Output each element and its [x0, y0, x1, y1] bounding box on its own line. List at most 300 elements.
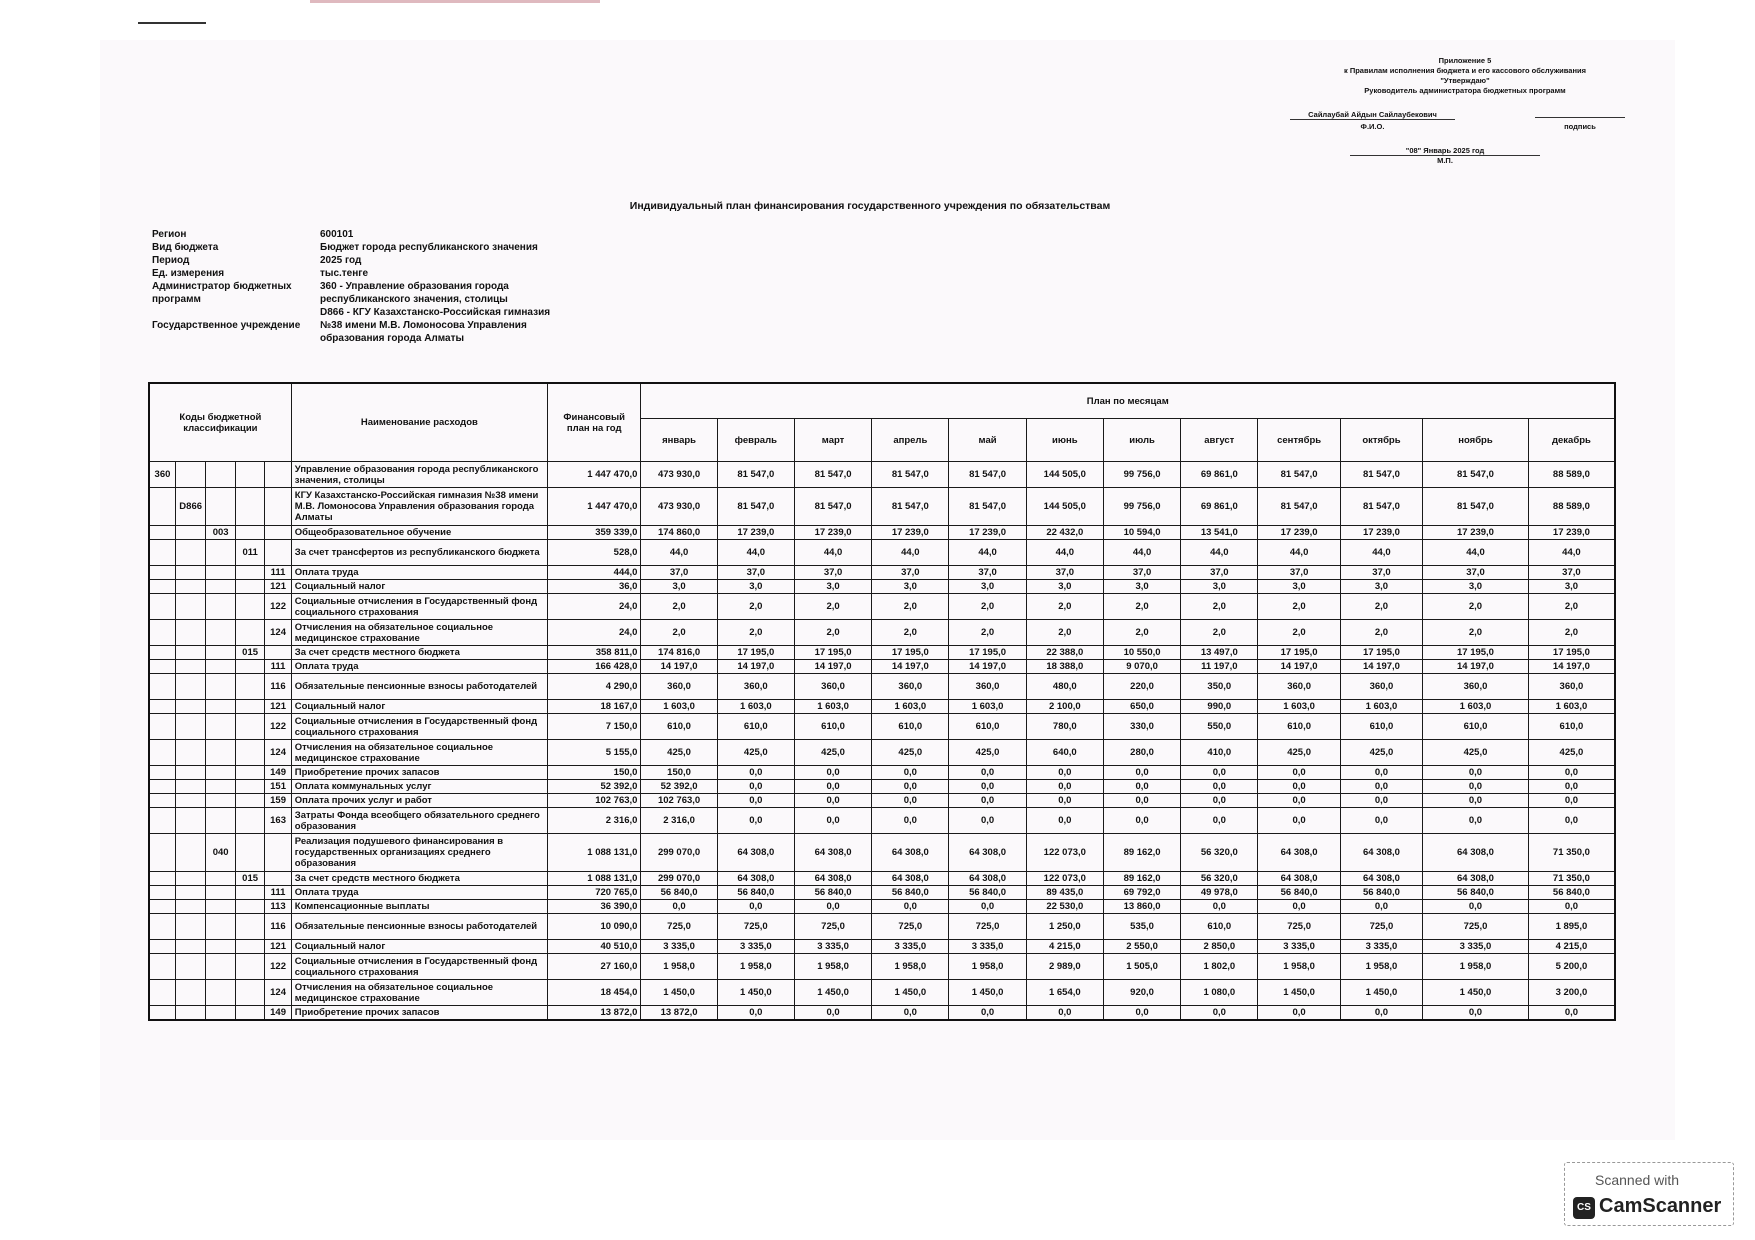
month-value-cell: 81 547,0	[1258, 488, 1340, 526]
table-row	[149, 1006, 1615, 1021]
budget-code-cell	[149, 674, 175, 700]
month-value-cell: 610,0	[872, 714, 949, 740]
annual-plan-cell: 27 160,0	[547, 954, 641, 980]
expense-name-cell: КГУ Казахстанско-Российская гимназия №38 имени М.В. Ломоносова Управления образования города Алматы	[291, 488, 547, 526]
budget-code-cell	[175, 660, 205, 674]
budget-code-cell	[175, 674, 205, 700]
month-value-cell: 37,0	[949, 566, 1026, 580]
month-value-cell: 1 603,0	[641, 700, 717, 714]
month-value-cell: 2,0	[794, 620, 871, 646]
month-value-cell: 81 547,0	[872, 462, 949, 488]
month-value-cell: 44,0	[1423, 540, 1529, 566]
expense-name-cell: За счет средств местного бюджета	[291, 646, 547, 660]
month-value-cell: 17 195,0	[949, 646, 1026, 660]
budget-code-cell	[206, 540, 235, 566]
meta-row	[152, 306, 560, 345]
month-value-cell: 0,0	[949, 766, 1026, 780]
month-value-cell: 0,0	[1258, 808, 1340, 834]
header-month: октябрь	[1340, 419, 1422, 462]
month-value-cell: 5 200,0	[1528, 954, 1615, 980]
month-value-cell: 1 603,0	[1423, 700, 1529, 714]
annual-plan-cell: 18 454,0	[547, 980, 641, 1006]
budget-code-cell	[235, 886, 264, 900]
budget-code-cell	[149, 808, 175, 834]
month-value-cell: 81 547,0	[1423, 488, 1529, 526]
table-row	[149, 808, 1615, 834]
budget-code-cell	[265, 872, 291, 886]
month-value-cell: 610,0	[717, 714, 794, 740]
month-value-cell: 44,0	[1103, 540, 1180, 566]
signature-row	[1290, 110, 1620, 134]
month-value-cell: 3,0	[1528, 580, 1615, 594]
expense-name-cell: Отчисления на обязательное социальное медицинское страхование	[291, 620, 547, 646]
month-value-cell: 0,0	[1528, 1006, 1615, 1021]
meta-row	[152, 241, 560, 254]
month-value-cell: 0,0	[717, 780, 794, 794]
month-value-cell: 1 958,0	[1258, 954, 1340, 980]
month-value-cell: 360,0	[794, 674, 871, 700]
month-value-cell: 1 450,0	[794, 980, 871, 1006]
month-value-cell: 13 497,0	[1181, 646, 1258, 660]
pen-mark	[138, 22, 206, 24]
month-value-cell: 37,0	[1026, 566, 1103, 580]
month-value-cell: 37,0	[872, 566, 949, 580]
month-value-cell: 88 589,0	[1528, 488, 1615, 526]
month-value-cell: 0,0	[794, 780, 871, 794]
month-value-cell: 610,0	[1528, 714, 1615, 740]
budget-code-cell	[149, 954, 175, 980]
table-row	[149, 740, 1615, 766]
expense-name-cell: Приобретение прочих запасов	[291, 766, 547, 780]
month-value-cell: 17 239,0	[872, 526, 949, 540]
budget-code-cell	[235, 808, 264, 834]
annual-plan-cell: 24,0	[547, 620, 641, 646]
month-value-cell: 17 195,0	[1423, 646, 1529, 660]
signer-name: Сайлаубай Айдын Сайлаубекович	[1290, 110, 1455, 120]
signature-line	[1535, 117, 1625, 118]
budget-code-cell	[149, 660, 175, 674]
budget-code-cell	[175, 714, 205, 740]
month-value-cell: 64 308,0	[717, 872, 794, 886]
month-value-cell: 0,0	[1528, 780, 1615, 794]
budget-code-cell	[265, 646, 291, 660]
annual-plan-cell: 36 390,0	[547, 900, 641, 914]
header-month: май	[949, 419, 1026, 462]
month-value-cell: 3,0	[1340, 580, 1422, 594]
month-value-cell: 1 505,0	[1103, 954, 1180, 980]
month-value-cell: 425,0	[1340, 740, 1422, 766]
month-value-cell: 99 756,0	[1103, 462, 1180, 488]
month-value-cell: 410,0	[1181, 740, 1258, 766]
month-value-cell: 0,0	[949, 808, 1026, 834]
header-months-group: План по месяцам	[641, 383, 1615, 419]
header-month: август	[1181, 419, 1258, 462]
month-value-cell: 535,0	[1103, 914, 1180, 940]
table-row	[149, 714, 1615, 740]
month-value-cell: 0,0	[717, 766, 794, 780]
month-value-cell: 2,0	[717, 620, 794, 646]
month-value-cell: 650,0	[1103, 700, 1180, 714]
budget-code-cell	[149, 900, 175, 914]
month-value-cell: 0,0	[1528, 766, 1615, 780]
month-value-cell: 2,0	[1423, 594, 1529, 620]
month-value-cell: 14 197,0	[1258, 660, 1340, 674]
table-row	[149, 980, 1615, 1006]
budget-code-cell	[175, 594, 205, 620]
month-value-cell: 360,0	[949, 674, 1026, 700]
document-meta	[152, 228, 560, 345]
month-value-cell: 990,0	[1181, 700, 1258, 714]
budget-code-cell	[235, 940, 264, 954]
month-value-cell: 473 930,0	[641, 462, 717, 488]
budget-code-cell	[235, 488, 264, 526]
month-value-cell: 150,0	[641, 766, 717, 780]
table-row	[149, 620, 1615, 646]
month-value-cell: 56 320,0	[1181, 834, 1258, 872]
month-value-cell: 0,0	[1103, 808, 1180, 834]
month-value-cell: 102 763,0	[641, 794, 717, 808]
table-row	[149, 914, 1615, 940]
appendix-label: Приложение 5	[1438, 56, 1492, 65]
month-value-cell: 3,0	[717, 580, 794, 594]
annual-plan-cell: 18 167,0	[547, 700, 641, 714]
budget-code-cell	[265, 488, 291, 526]
month-value-cell: 2,0	[1258, 620, 1340, 646]
month-value-cell: 0,0	[1181, 780, 1258, 794]
month-value-cell: 0,0	[1181, 794, 1258, 808]
budget-code-cell	[206, 740, 235, 766]
month-value-cell: 2,0	[641, 620, 717, 646]
header-month: ноябрь	[1423, 419, 1529, 462]
month-value-cell: 425,0	[794, 740, 871, 766]
month-value-cell: 0,0	[872, 766, 949, 780]
budget-code-cell	[206, 794, 235, 808]
month-value-cell: 44,0	[1340, 540, 1422, 566]
budget-code-cell: 149	[265, 766, 291, 780]
month-value-cell: 0,0	[794, 900, 871, 914]
expense-name-cell: Общеобразовательное обучение	[291, 526, 547, 540]
annual-plan-cell: 1 088 131,0	[547, 834, 641, 872]
budget-code-cell	[265, 540, 291, 566]
month-value-cell: 37,0	[794, 566, 871, 580]
month-value-cell: 0,0	[1026, 780, 1103, 794]
month-value-cell: 2,0	[1181, 594, 1258, 620]
month-value-cell: 144 505,0	[1026, 462, 1103, 488]
month-value-cell: 3,0	[1258, 580, 1340, 594]
annual-plan-cell: 1 447 470,0	[547, 462, 641, 488]
annual-plan-cell: 36,0	[547, 580, 641, 594]
budget-code-cell	[265, 834, 291, 872]
month-value-cell: 0,0	[1423, 900, 1529, 914]
approve-label: "Утверждаю"	[1440, 76, 1490, 85]
annual-plan-cell: 52 392,0	[547, 780, 641, 794]
month-value-cell: 0,0	[717, 900, 794, 914]
month-value-cell: 17 239,0	[1528, 526, 1615, 540]
month-value-cell: 64 308,0	[794, 834, 871, 872]
month-value-cell: 17 195,0	[717, 646, 794, 660]
month-value-cell: 0,0	[641, 900, 717, 914]
scan-edge-mark	[310, 0, 600, 3]
month-value-cell: 1 958,0	[1423, 954, 1529, 980]
budget-code-cell	[149, 766, 175, 780]
month-value-cell: 2 316,0	[641, 808, 717, 834]
expense-name-cell: Социальный налог	[291, 940, 547, 954]
month-value-cell: 1 958,0	[1340, 954, 1422, 980]
expense-name-cell: Обязательные пенсионные взносы работодателей	[291, 914, 547, 940]
expense-name-cell: Реализация подушевого финансирования в государственных организациях среднего образования	[291, 834, 547, 872]
month-value-cell: 14 197,0	[717, 660, 794, 674]
month-value-cell: 37,0	[1258, 566, 1340, 580]
budget-code-cell: 163	[265, 808, 291, 834]
month-value-cell: 2,0	[1258, 594, 1340, 620]
expense-name-cell: За счет средств местного бюджета	[291, 872, 547, 886]
annual-plan-cell: 358 811,0	[547, 646, 641, 660]
month-value-cell: 37,0	[641, 566, 717, 580]
annual-plan-cell: 444,0	[547, 566, 641, 580]
table-row	[149, 488, 1615, 526]
meta-row	[152, 228, 560, 241]
scanned-with-label: Scanned with	[1595, 1172, 1680, 1188]
budget-code-cell	[235, 580, 264, 594]
month-value-cell: 0,0	[794, 808, 871, 834]
budget-code-cell	[206, 872, 235, 886]
expense-name-cell: За счет трансфертов из республиканского бюджета	[291, 540, 547, 566]
month-value-cell: 0,0	[1181, 766, 1258, 780]
month-value-cell: 44,0	[1026, 540, 1103, 566]
budget-code-cell	[149, 872, 175, 886]
month-value-cell: 4 215,0	[1026, 940, 1103, 954]
expense-name-cell: Оплата труда	[291, 886, 547, 900]
month-value-cell: 0,0	[1026, 794, 1103, 808]
budget-code-cell	[265, 462, 291, 488]
budget-code-cell: 121	[265, 940, 291, 954]
month-value-cell: 0,0	[872, 780, 949, 794]
month-value-cell: 0,0	[872, 794, 949, 808]
header-codes: Коды бюджетной классификации	[149, 383, 291, 462]
budget-code-cell	[206, 980, 235, 1006]
month-value-cell: 69 861,0	[1181, 488, 1258, 526]
month-value-cell: 280,0	[1103, 740, 1180, 766]
month-value-cell: 9 070,0	[1103, 660, 1180, 674]
month-value-cell: 81 547,0	[1340, 462, 1422, 488]
month-value-cell: 13 860,0	[1103, 900, 1180, 914]
month-value-cell: 44,0	[641, 540, 717, 566]
month-value-cell: 640,0	[1026, 740, 1103, 766]
budget-code-cell	[149, 620, 175, 646]
month-value-cell: 81 547,0	[717, 462, 794, 488]
budget-code-cell	[175, 646, 205, 660]
month-value-cell: 480,0	[1026, 674, 1103, 700]
budget-code-cell: 003	[206, 526, 235, 540]
month-value-cell: 360,0	[717, 674, 794, 700]
stamp-label: М.П.	[1437, 156, 1453, 165]
budget-code-cell: 122	[265, 954, 291, 980]
month-value-cell: 0,0	[1181, 808, 1258, 834]
month-value-cell: 69 861,0	[1181, 462, 1258, 488]
month-value-cell: 56 840,0	[1258, 886, 1340, 900]
budget-code-cell	[206, 700, 235, 714]
month-value-cell: 17 195,0	[1258, 646, 1340, 660]
table-row	[149, 580, 1615, 594]
budget-code-cell	[149, 1006, 175, 1021]
month-value-cell: 13 541,0	[1181, 526, 1258, 540]
month-value-cell: 610,0	[641, 714, 717, 740]
month-value-cell: 360,0	[1340, 674, 1422, 700]
month-value-cell: 0,0	[794, 794, 871, 808]
budget-code-cell	[149, 714, 175, 740]
expense-name-cell: Обязательные пенсионные взносы работодателей	[291, 674, 547, 700]
annual-plan-cell: 359 339,0	[547, 526, 641, 540]
table-row	[149, 940, 1615, 954]
budget-code-cell: 116	[265, 914, 291, 940]
meta-row	[152, 254, 560, 267]
month-value-cell: 1 958,0	[794, 954, 871, 980]
budget-code-cell	[235, 594, 264, 620]
table-row	[149, 766, 1615, 780]
month-value-cell: 1 895,0	[1528, 914, 1615, 940]
budget-code-cell	[265, 526, 291, 540]
budget-code-cell	[175, 740, 205, 766]
month-value-cell: 550,0	[1181, 714, 1258, 740]
month-value-cell: 3 335,0	[1340, 940, 1422, 954]
month-value-cell: 1 450,0	[949, 980, 1026, 1006]
month-value-cell: 0,0	[1026, 1006, 1103, 1021]
camscanner-badge	[1564, 1162, 1734, 1226]
month-value-cell: 3,0	[1026, 580, 1103, 594]
budget-code-cell: 011	[235, 540, 264, 566]
budget-code-cell	[175, 914, 205, 940]
budget-code-cell	[235, 526, 264, 540]
month-value-cell: 52 392,0	[641, 780, 717, 794]
month-value-cell: 3 335,0	[717, 940, 794, 954]
month-value-cell: 2,0	[1423, 620, 1529, 646]
month-value-cell: 1 450,0	[717, 980, 794, 1006]
budget-code-cell	[175, 900, 205, 914]
approval-block	[1300, 56, 1630, 96]
month-value-cell: 0,0	[1181, 1006, 1258, 1021]
month-value-cell: 81 547,0	[949, 488, 1026, 526]
month-value-cell: 2,0	[1528, 594, 1615, 620]
month-value-cell: 71 350,0	[1528, 834, 1615, 872]
budget-code-cell	[206, 660, 235, 674]
budget-code-cell	[235, 566, 264, 580]
budget-code-cell	[235, 740, 264, 766]
budget-code-cell	[206, 1006, 235, 1021]
budget-code-cell	[149, 526, 175, 540]
meta-value: Бюджет города республиканского значения	[320, 242, 538, 253]
month-value-cell: 360,0	[872, 674, 949, 700]
budget-code-cell: 121	[265, 700, 291, 714]
budget-code-cell	[235, 834, 264, 872]
month-value-cell: 3 335,0	[1258, 940, 1340, 954]
month-value-cell: 0,0	[1181, 900, 1258, 914]
month-value-cell: 0,0	[1258, 1006, 1340, 1021]
meta-value: 600101	[320, 229, 354, 240]
month-value-cell: 56 320,0	[1181, 872, 1258, 886]
month-value-cell: 2,0	[949, 594, 1026, 620]
month-value-cell: 10 550,0	[1103, 646, 1180, 660]
month-value-cell: 2,0	[872, 594, 949, 620]
meta-value: 360 - Управление образования города республиканского значения, столицы	[320, 281, 509, 305]
month-value-cell: 0,0	[1340, 1006, 1422, 1021]
month-value-cell: 3 335,0	[1423, 940, 1529, 954]
header-month: июнь	[1026, 419, 1103, 462]
month-value-cell: 0,0	[1528, 808, 1615, 834]
month-value-cell: 64 308,0	[1423, 834, 1529, 872]
budget-code-cell	[235, 780, 264, 794]
financing-table	[148, 382, 1616, 1021]
month-value-cell: 56 840,0	[641, 886, 717, 900]
annual-plan-cell: 166 428,0	[547, 660, 641, 674]
month-value-cell: 3 335,0	[641, 940, 717, 954]
month-value-cell: 0,0	[872, 900, 949, 914]
meta-row	[152, 280, 560, 306]
budget-code-cell	[149, 834, 175, 872]
budget-code-cell	[206, 674, 235, 700]
month-value-cell: 0,0	[1423, 766, 1529, 780]
meta-row	[152, 267, 560, 280]
budget-code-cell	[206, 580, 235, 594]
month-value-cell: 1 603,0	[872, 700, 949, 714]
budget-code-cell	[175, 620, 205, 646]
month-value-cell: 3,0	[949, 580, 1026, 594]
annual-plan-cell: 10 090,0	[547, 914, 641, 940]
month-value-cell: 14 197,0	[949, 660, 1026, 674]
month-value-cell: 3,0	[1423, 580, 1529, 594]
month-value-cell: 1 958,0	[872, 954, 949, 980]
budget-code-cell	[206, 780, 235, 794]
month-value-cell: 0,0	[1528, 900, 1615, 914]
month-value-cell: 81 547,0	[717, 488, 794, 526]
budget-code-cell	[206, 900, 235, 914]
budget-code-cell	[175, 766, 205, 780]
budget-code-cell	[235, 980, 264, 1006]
month-value-cell: 2,0	[1528, 620, 1615, 646]
month-value-cell: 10 594,0	[1103, 526, 1180, 540]
budget-code-cell	[175, 794, 205, 808]
budget-code-cell: 113	[265, 900, 291, 914]
month-value-cell: 0,0	[949, 780, 1026, 794]
month-value-cell: 425,0	[717, 740, 794, 766]
meta-value: 2025 год	[320, 255, 362, 266]
month-value-cell: 2,0	[949, 620, 1026, 646]
budget-code-cell	[206, 766, 235, 780]
budget-code-cell	[149, 594, 175, 620]
month-value-cell: 2,0	[1181, 620, 1258, 646]
month-value-cell: 0,0	[717, 794, 794, 808]
table-row	[149, 700, 1615, 714]
month-value-cell: 0,0	[717, 808, 794, 834]
month-value-cell: 81 547,0	[794, 462, 871, 488]
month-value-cell: 425,0	[1423, 740, 1529, 766]
month-value-cell: 2 850,0	[1181, 940, 1258, 954]
budget-code-cell	[149, 914, 175, 940]
month-value-cell: 360,0	[1258, 674, 1340, 700]
month-value-cell: 64 308,0	[949, 834, 1026, 872]
month-value-cell: 0,0	[794, 766, 871, 780]
budget-code-cell	[149, 780, 175, 794]
month-value-cell: 2,0	[1103, 594, 1180, 620]
budget-code-cell	[235, 674, 264, 700]
budget-code-cell	[175, 580, 205, 594]
annual-plan-cell: 2 316,0	[547, 808, 641, 834]
budget-code-cell: 124	[265, 980, 291, 1006]
month-value-cell: 0,0	[1258, 766, 1340, 780]
month-value-cell: 44,0	[1528, 540, 1615, 566]
table-row	[149, 886, 1615, 900]
month-value-cell: 1 450,0	[1340, 980, 1422, 1006]
month-value-cell: 22 530,0	[1026, 900, 1103, 914]
